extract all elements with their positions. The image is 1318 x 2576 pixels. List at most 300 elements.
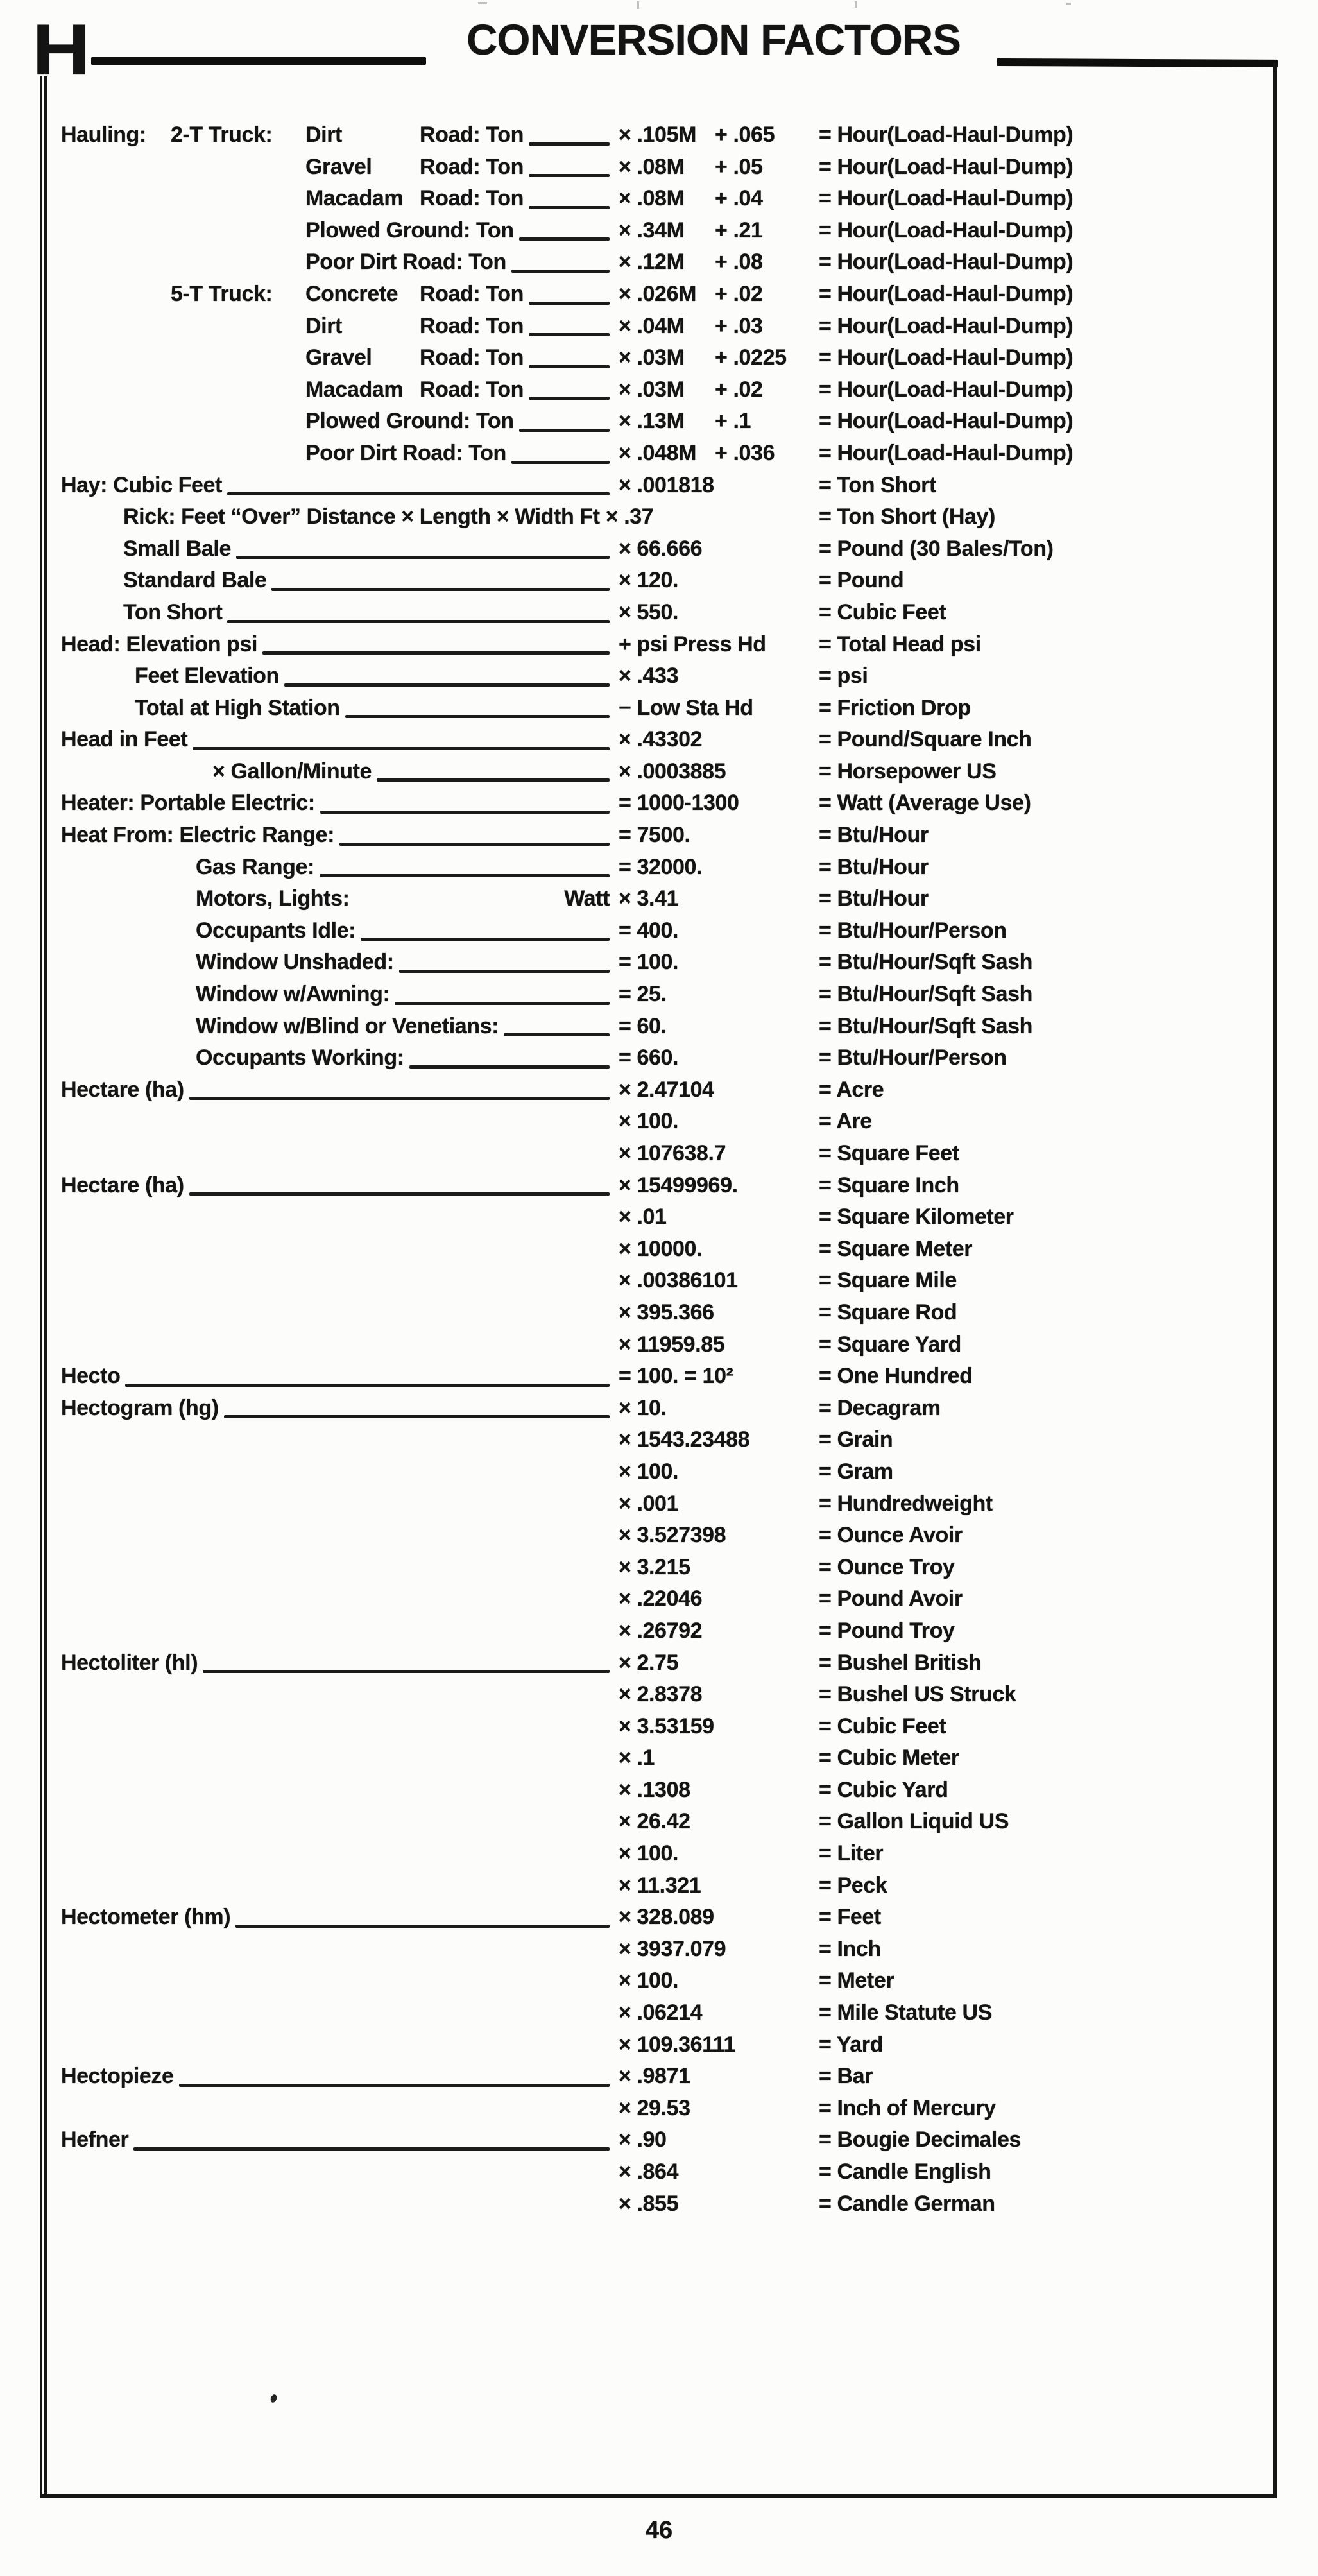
row-factor — [619, 311, 819, 343]
table-row — [61, 2188, 1274, 2220]
table-row — [61, 1679, 1274, 1711]
row-result: = Liter — [819, 1841, 884, 1866]
fill-line — [193, 747, 610, 750]
factor-addend: + .036 — [715, 440, 775, 465]
conversion-table — [61, 119, 1274, 2220]
row-result: = Hour(Load-Haul-Dump) — [819, 123, 1074, 147]
fill-line — [224, 1415, 610, 1418]
table-row — [61, 470, 1274, 502]
row-result: = Bushel British — [819, 1650, 982, 1675]
factor-addend: + .03 — [715, 313, 763, 338]
table-row — [61, 915, 1274, 947]
table-row — [61, 1774, 1274, 1807]
row-label: Window w/Awning: — [196, 982, 390, 1007]
fill-line — [125, 1384, 610, 1387]
row-result: = Hour(Load-Haul-Dump) — [819, 377, 1074, 402]
row-result: = Horsepower US — [819, 759, 997, 784]
fill-line — [235, 1925, 610, 1928]
row-label: × Gallon/Minute — [212, 759, 372, 784]
table-row — [61, 1201, 1274, 1233]
table-row — [61, 1965, 1274, 1997]
row-label-cell — [61, 1042, 619, 1074]
row-result: = Hour(Load-Haul-Dump) — [819, 345, 1074, 370]
row-factor: × .9871 — [619, 2064, 690, 2089]
fill-line — [399, 970, 610, 973]
row-factor: = 660. — [619, 1045, 679, 1070]
row-result: = Cubic Feet — [819, 599, 946, 624]
row-factor: × .1 — [619, 1746, 655, 1771]
row-result: = Are — [819, 1109, 872, 1134]
table-row — [61, 1742, 1274, 1774]
row-label-cell — [61, 724, 619, 756]
row-label: Head in Feet — [61, 727, 188, 752]
row-result: = Btu/Hour/Person — [819, 918, 1007, 943]
row-factor: = 400. — [619, 918, 679, 943]
table-row — [61, 1806, 1274, 1838]
row-result: = Pound Troy — [819, 1618, 955, 1643]
table-row — [61, 1424, 1274, 1456]
table-row — [61, 597, 1274, 629]
fill-line — [284, 683, 610, 687]
row-label: Macadam — [305, 377, 404, 402]
row-label-cell — [61, 533, 619, 565]
table-row — [61, 1647, 1274, 1679]
row-label: Total at High Station — [135, 695, 340, 720]
row-factor — [619, 438, 819, 470]
row-label: Heater: Portable Electric: — [61, 791, 315, 816]
table-row — [61, 1615, 1274, 1647]
scan-speck — [1066, 3, 1071, 5]
row-label-cell — [61, 820, 619, 852]
row-label-cell — [61, 660, 619, 692]
row-label-cell — [61, 279, 619, 311]
fill-line — [377, 778, 610, 782]
row-factor: × 10000. — [619, 1236, 703, 1261]
row-result: = Square Kilometer — [819, 1205, 1014, 1230]
row-label: Window w/Blind or Venetians: — [196, 1013, 499, 1038]
row-factor: × 11959.85 — [619, 1332, 725, 1357]
row-label: Macadam — [305, 186, 404, 211]
row-factor: × 2.47104 — [619, 1077, 714, 1102]
row-result: = Btu/Hour/Sqft Sash — [819, 982, 1032, 1007]
table-row — [61, 1361, 1274, 1393]
factor-multiplier: × .048M — [619, 440, 696, 465]
row-label: Hefner — [61, 2127, 129, 2152]
row-factor: = 25. — [619, 982, 667, 1007]
row-factor: × .43302 — [619, 727, 703, 752]
box-border-bottom — [40, 2494, 1277, 2498]
row-label: Road: Ton — [420, 154, 524, 179]
row-factor: × .001818 — [619, 472, 714, 497]
row-label-cell — [61, 342, 619, 374]
fill-line — [395, 1002, 610, 1005]
row-factor: = 100. — [619, 950, 679, 975]
fill-line — [511, 461, 610, 464]
row-label: Hectopieze — [61, 2064, 174, 2089]
table-row — [61, 2156, 1274, 2188]
row-factor: × 29.53 — [619, 2095, 690, 2120]
row-label: Plowed Ground: Ton — [305, 218, 514, 243]
row-label-cell — [61, 979, 619, 1011]
row-label-cell — [61, 406, 619, 438]
factor-multiplier: × .08M — [619, 186, 685, 211]
row-label: Hectoliter (hl) — [61, 1650, 198, 1675]
row-factor: = 1000-1300 — [619, 791, 739, 816]
row-result: = Ton Short — [819, 472, 936, 497]
row-factor: × 550. — [619, 599, 679, 624]
fill-line — [227, 492, 610, 495]
fill-line — [511, 270, 610, 273]
row-factor: × 66.666 — [619, 536, 703, 561]
row-factor — [619, 215, 819, 247]
row-factor: × .06214 — [619, 2000, 703, 2025]
table-row — [61, 1934, 1274, 1966]
row-label-cell — [61, 597, 619, 629]
row-result: = Inch of Mercury — [819, 2095, 996, 2120]
ink-dot — [270, 2394, 278, 2403]
row-factor — [619, 406, 819, 438]
row-result: = Hour(Load-Haul-Dump) — [819, 409, 1074, 434]
row-label: Road: Ton — [420, 377, 524, 402]
table-row — [61, 406, 1274, 438]
fill-line — [179, 2084, 610, 2087]
row-result: = Hour(Load-Haul-Dump) — [819, 154, 1074, 179]
section-letter: H — [32, 10, 90, 90]
row-factor: = 60. — [619, 1013, 667, 1038]
factor-addend: + .04 — [715, 186, 763, 211]
row-result: = Ounce Avoir — [819, 1523, 963, 1548]
row-factor — [619, 342, 819, 374]
row-result: = Gallon Liquid US — [819, 1809, 1009, 1834]
factor-multiplier: × .08M — [619, 154, 685, 179]
table-row — [61, 438, 1274, 470]
row-result: = Candle English — [819, 2160, 991, 2184]
table-row — [61, 1456, 1274, 1488]
row-factor: × 107638.7 — [619, 1141, 726, 1165]
row-result: = Watt (Average Use) — [819, 791, 1031, 816]
row-result: = Hour(Load-Haul-Dump) — [819, 218, 1074, 243]
row-result: = Bushel US Struck — [819, 1682, 1016, 1707]
table-row — [61, 183, 1274, 215]
table-row — [61, 883, 1274, 915]
table-row — [61, 947, 1274, 979]
row-label: Hecto — [61, 1364, 121, 1389]
row-factor: × .433 — [619, 664, 679, 689]
row-result: = Grain — [819, 1427, 893, 1452]
table-row — [61, 1011, 1274, 1043]
table-row — [61, 533, 1274, 565]
table-row — [61, 787, 1274, 820]
row-result: = Pound/Square Inch — [819, 727, 1032, 752]
row-factor — [619, 374, 819, 406]
row-result: = Square Yard — [819, 1332, 961, 1357]
row-factor: × 2.75 — [619, 1650, 679, 1675]
row-label: Standard Bale — [123, 568, 267, 593]
row-result: = Hour(Load-Haul-Dump) — [819, 186, 1074, 211]
table-row — [61, 342, 1274, 374]
row-label: Dirt — [305, 313, 342, 338]
row-result: = Friction Drop — [819, 695, 971, 720]
table-row — [61, 1838, 1274, 1870]
factor-multiplier: × .026M — [619, 281, 696, 306]
row-label: Plowed Ground: Ton — [305, 409, 514, 434]
factor-addend: + .05 — [715, 154, 763, 179]
table-row — [61, 1520, 1274, 1552]
row-result: = Pound Avoir — [819, 1586, 963, 1611]
row-label-cell — [61, 692, 619, 725]
table-row — [61, 2029, 1274, 2061]
row-result: = Hour(Load-Haul-Dump) — [819, 250, 1074, 275]
fill-line — [262, 651, 610, 655]
fill-line — [345, 715, 610, 718]
row-factor: × 100. — [619, 1968, 679, 1993]
title-rule-left — [91, 57, 426, 65]
row-factor: × 3.215 — [619, 1554, 690, 1579]
row-label: Gravel — [305, 154, 372, 179]
row-result: = Square Rod — [819, 1300, 957, 1325]
fill-line — [227, 620, 610, 623]
fill-line — [409, 1065, 610, 1069]
row-result: = Total Head psi — [819, 631, 981, 657]
row-label: Road: Ton — [420, 123, 524, 147]
table-row — [61, 151, 1274, 184]
row-label: Hectometer (hm) — [61, 1905, 231, 1930]
table-row — [61, 311, 1274, 343]
fill-line — [529, 142, 610, 146]
table-row — [61, 1138, 1274, 1170]
row-label: Occupants Working: — [196, 1045, 404, 1070]
row-factor: = 7500. — [619, 823, 690, 848]
row-label: Concrete — [305, 281, 398, 306]
row-label: Gas Range: — [196, 854, 314, 879]
table-row — [61, 979, 1274, 1011]
fill-line — [529, 302, 610, 305]
row-factor: × 395.366 — [619, 1300, 714, 1325]
row-result: = Btu/Hour — [819, 823, 929, 848]
row-label-cell — [61, 883, 619, 915]
row-label: Hectare (ha) — [61, 1172, 184, 1198]
row-label: Small Bale — [123, 536, 231, 561]
page-number: 46 — [645, 2517, 673, 2544]
row-label: Poor Dirt Road: Ton — [305, 250, 506, 275]
row-label-cell — [61, 1393, 619, 1425]
table-row — [61, 1393, 1274, 1425]
row-label-cell — [61, 629, 619, 661]
row-label-cell — [61, 2061, 619, 2093]
table-row — [61, 1265, 1274, 1297]
table-row — [61, 246, 1274, 279]
row-result: = psi — [819, 664, 868, 689]
row-factor: × .864 — [619, 2160, 679, 2184]
row-label-cell — [61, 1902, 619, 1934]
row-result: = Ounce Troy — [819, 1554, 955, 1579]
row-label-cell — [61, 1170, 619, 1202]
row-factor: × .00386101 — [619, 1268, 738, 1293]
row-factor: × .855 — [619, 2191, 679, 2216]
factor-multiplier: × .03M — [619, 377, 685, 402]
row-factor: × 15499969. — [619, 1172, 738, 1198]
row-label: 2-T Truck: — [171, 123, 273, 147]
row-factor — [619, 279, 819, 311]
table-row — [61, 660, 1274, 692]
row-result: = Cubic Yard — [819, 1777, 948, 1802]
row-result: = Square Feet — [819, 1141, 959, 1165]
row-label: Hay: Cubic Feet — [61, 472, 222, 497]
row-result: = Meter — [819, 1968, 894, 1993]
row-label-cell — [61, 1361, 619, 1393]
row-factor: − Low Sta Hd — [619, 695, 753, 720]
factor-addend: + .08 — [715, 250, 763, 275]
row-factor: = 100. = 10² — [619, 1364, 733, 1389]
row-label: Feet Elevation — [135, 664, 279, 689]
fill-line — [529, 365, 610, 368]
row-label: Hectare (ha) — [61, 1077, 184, 1102]
table-row — [61, 1488, 1274, 1520]
row-label: Rick: Feet “Over” Distance × Length × Width Ft × .37 — [123, 504, 654, 529]
row-result: = Cubic Meter — [819, 1746, 959, 1771]
row-label: Road: Ton — [420, 186, 524, 211]
row-result: = Hour(Load-Haul-Dump) — [819, 313, 1074, 338]
title-rule-right — [997, 58, 1278, 67]
table-row — [61, 852, 1274, 884]
row-factor: × .001 — [619, 1491, 679, 1516]
row-result: = Acre — [819, 1077, 884, 1102]
fill-line — [339, 843, 610, 846]
row-factor — [619, 246, 819, 279]
row-factor: × 26.42 — [619, 1809, 690, 1834]
row-label-cell — [61, 119, 619, 151]
row-result: = Square Inch — [819, 1172, 959, 1198]
table-row — [61, 279, 1274, 311]
row-result: = Ton Short (Hay) — [819, 504, 995, 529]
table-row — [61, 692, 1274, 725]
table-row — [61, 374, 1274, 406]
row-label: Road: Ton — [420, 281, 524, 306]
factor-multiplier: × .105M — [619, 123, 696, 147]
row-label: Gravel — [305, 345, 372, 370]
scan-speck — [478, 2, 487, 4]
row-result: = Pound (30 Bales/Ton) — [819, 536, 1054, 561]
row-label: Window Unshaded: — [196, 950, 394, 975]
table-row — [61, 565, 1274, 597]
row-label: Heat From: Electric Range: — [61, 823, 335, 848]
factor-multiplier: × .34M — [619, 218, 685, 243]
row-label-cell — [61, 151, 619, 184]
fill-line — [529, 333, 610, 336]
row-factor: × .22046 — [619, 1586, 703, 1611]
row-factor: × 10. — [619, 1395, 667, 1420]
table-row — [61, 629, 1274, 661]
table-row — [61, 1583, 1274, 1615]
row-label-cell — [61, 246, 619, 279]
row-label-cell — [61, 470, 619, 502]
fill-line — [529, 174, 610, 177]
row-result: = Btu/Hour — [819, 886, 929, 911]
fill-line — [271, 588, 610, 591]
row-factor: × 100. — [619, 1459, 679, 1484]
row-factor: × 3.53159 — [619, 1713, 714, 1739]
fill-line — [504, 1033, 610, 1036]
row-factor — [619, 119, 819, 151]
table-row — [61, 1170, 1274, 1202]
fill-line — [529, 206, 610, 209]
table-row — [61, 820, 1274, 852]
row-result: = Peck — [819, 1873, 887, 1898]
factor-addend: + .02 — [715, 377, 763, 402]
row-result: = Inch — [819, 1936, 881, 1961]
row-result: = Hour(Load-Haul-Dump) — [819, 440, 1074, 465]
fill-line — [236, 556, 610, 559]
row-result: = Btu/Hour — [819, 854, 929, 879]
row-result: = Yard — [819, 2032, 883, 2057]
row-label: 5-T Truck: — [171, 281, 273, 306]
row-label-cell — [61, 215, 619, 247]
table-row — [61, 1902, 1274, 1934]
scan-speck — [637, 1, 639, 9]
factor-addend: + .21 — [715, 218, 763, 243]
row-factor: × 3.527398 — [619, 1523, 726, 1548]
row-factor: × .26792 — [619, 1618, 703, 1643]
row-result: = Bar — [819, 2064, 873, 2089]
row-label-cell — [61, 852, 619, 884]
row-factor: × 3937.079 — [619, 1936, 726, 1961]
row-result: = Pound — [819, 568, 904, 593]
row-factor — [619, 151, 819, 184]
row-result: = Candle German — [819, 2191, 995, 2216]
row-label-cell — [61, 311, 619, 343]
row-factor: × 100. — [619, 1109, 679, 1134]
row-label: Road: Ton — [420, 313, 524, 338]
table-row — [61, 1552, 1274, 1584]
page-title: CONVERSION FACTORS — [466, 16, 961, 64]
row-result: = Btu/Hour/Sqft Sash — [819, 1013, 1032, 1038]
table-row — [61, 2124, 1274, 2156]
row-label: Motors, Lights: — [196, 886, 350, 911]
scan-speck — [855, 1, 857, 8]
table-row — [61, 1074, 1274, 1106]
row-label-cell — [61, 947, 619, 979]
table-row — [61, 2093, 1274, 2125]
row-label: Road: Ton — [420, 345, 524, 370]
fill-line — [519, 237, 610, 241]
row-factor: × 3.41 — [619, 886, 679, 911]
row-label-cell — [61, 565, 619, 597]
row-factor: × 1543.23488 — [619, 1427, 750, 1452]
row-label: Hectogram (hg) — [61, 1395, 219, 1420]
table-row — [61, 724, 1274, 756]
row-factor: + psi Press Hd — [619, 631, 766, 657]
table-row — [61, 1329, 1274, 1361]
factor-multiplier: × .04M — [619, 313, 685, 338]
factor-addend: + .1 — [715, 409, 751, 434]
row-factor: = 32000. — [619, 854, 703, 879]
table-row — [61, 215, 1274, 247]
row-factor: × 100. — [619, 1841, 679, 1866]
row-factor: × .0003885 — [619, 759, 726, 784]
fill-line — [320, 874, 610, 877]
pre-factor-label: Watt — [564, 886, 610, 911]
row-label-cell — [61, 374, 619, 406]
table-row — [61, 1106, 1274, 1138]
row-label-cell — [61, 501, 654, 533]
box-border-left — [40, 76, 47, 2496]
row-factor: × 11.321 — [619, 1873, 701, 1898]
row-result: = Feet — [819, 1905, 881, 1930]
row-result: = Bougie Decimales — [819, 2127, 1021, 2152]
row-result: = Cubic Feet — [819, 1713, 946, 1739]
fill-line — [361, 938, 610, 941]
table-row — [61, 756, 1274, 788]
